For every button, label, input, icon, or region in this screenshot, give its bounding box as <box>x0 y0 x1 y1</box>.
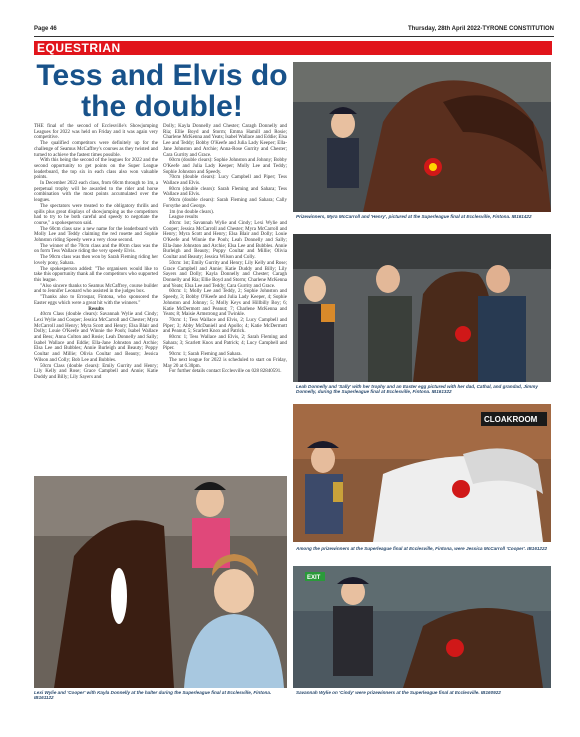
paragraph: In December 2022 each class, from 60cm through to 1m, a perpetual trophy will be awarded to the rider and horse combination with the most points accumulated over the leagues. <box>34 181 158 204</box>
results-heading: Results <box>88 306 104 312</box>
paragraph: "Also sincere thanks to Seamus McCaffrey, course builder and to Jennifer Leonard who assisted in the judges box. <box>34 283 158 295</box>
paragraph: The next league for 2022 is scheduled to start on Friday, May 20 at 6.30pm. <box>163 357 287 369</box>
headline: Tess and Elvis do the double! <box>36 59 288 123</box>
paragraph: 40cm: 1st; Savannah Wylie and Cindy; Lexi Wylie and Cooper; Jessica McCarroll and Chester; Myra McCarroll and Henry; Myra Scott and Henry; Elsa Blair and Dolly; Louie O'Keefe and Winnie the Pooh; Leah Donnelly and Sally; Ella-Jane Johnston and Archie; Elsa Lee and Bubbles. Annie Burleigh and Beauty; Poppy Coultar and Millie; Olivia Coultar and Beauty; Jessica Wilson and Colly. <box>163 220 287 261</box>
photo-myra-henry <box>293 62 551 212</box>
date-line: Thursday, 28th April 2022-TYRONE CONSTITUTION <box>407 26 554 32</box>
page-number: Page 46 <box>34 26 57 32</box>
paragraph: 50cm Class (double clears): Emily Gurrity and Henry; Lily Kelly and Rose; Grace Campbell and Annie; Katie Duddy and Billy; Lily Sayers and <box>34 363 158 380</box>
photo-leah-sally <box>293 234 551 382</box>
header-rule <box>34 36 554 37</box>
paragraph: THE final of the second of Ecclesville's Showjumping Leagues for 2022 was held on Friday and it was again very competitive. <box>34 124 158 141</box>
caption-middle-right: Leah Donnelly and 'Sally' with her trophy and an Easter egg pictured with her dad, Cathal, and grandad, Jimmy Donnelly, during the Superleague final at Ecclesville, Fintona. IB161322 <box>296 384 538 395</box>
section-label: EQUESTRIAN <box>34 41 552 55</box>
photo-jessica-cooper <box>293 404 551 542</box>
article-column-2 <box>163 124 287 479</box>
paragraph: The 60cm class saw a new name for the leaderboard with Molly Lee and Teddy claiming the red rosette and Sophie Johnston riding Speedy were a very close second. <box>34 226 158 244</box>
paragraph: Dolly; Kayla Donnelly and Chester; Caragh Donnelly and Ria; Ellie Boyd and Storm; Emma Hamill and Rosie; Charlene McKenna and Yeats; Isabel Wallace and Eddie; Elsa Lee and Teddy; Bobby O'Keefe and Julia Lady Keeper; Ella-Jane Johnston and Archie; Anna-Rose Gurrity and Chester; Cara Gurrity and Grace. <box>163 124 287 158</box>
paragraph: The spectators were treated to the obligatory thrills and spills plus great displays of showjumping as the competitors had to try to be both careful and speedy to negotiate the course," a spokesperson said. <box>34 203 158 226</box>
paragraph: 60cm: 1; Molly Lee and Teddy, 2; Sophie Johnston and Speedy, 3; Bobby O'Keefe and Julia Lady Keeper, 4; Sophie Johnston and Johnny; 5; Molly Keys and Hillbilly Boy; 6; Katie McDermott and Peanut; 7; Charlene McKenna and Yeats; 8; Maisie Armstrong and Twinkle. <box>163 289 287 318</box>
caption-bottom-right: Savannah Wylie on 'Cindy' were prizewinners at the Superleague final at Ecclesville. IB160922 <box>296 690 501 695</box>
paragraph: The qualified competitors were definitely up for the challenge of Seamus McCaffrey's courses as they twisted and turned to achieve the fastest times possible. <box>34 141 158 158</box>
caption-right-third: Among the prizewinners at the Superleague final at Ecclesville, Fintona, were Jessica McCarroll 'Cooper'. IB161222 <box>296 546 548 551</box>
paragraph: 80cm (double clears): Sarah Fleming and Sahara; Tess Wallace and Elvis. <box>163 186 287 198</box>
paragraph: 40cm Class (double clears): Savannah Wylie and Cindy; Lexi Wylie and Cooper; Jessica McCarroll and Chester; Myra McCarroll and Henry; Myra Scott and Henry; Elsa Blair and Dolly; Louie O'Keefe and Winnie the Pooh; Isabel Wallace and Bess; Anna Colton and Rosie; Leah Donnelly and Sally; Isabel Wallace and Eddie; Ella-Jane Johnston and Archie; Elsa Lee and Bubbles; Annie Burleigh and Beauty; Poppy Coultar and Millie; Olivia Coultar and Beauty; Jessica Wilson and Colly; Bob Lee and Bubbles. <box>34 312 158 363</box>
page-header <box>34 26 554 36</box>
caption-bottom-left: Lexi Wylie and 'Cooper' with Kayla Donnelly at the halter during the Superleague final at Ecclesville, Fintona. IB161122 <box>34 690 272 701</box>
paragraph: 60cm (double clears): Sophie Johnston and Johnny; Bobby O'Keefe and Julia Lady Keeper; Molly Lee and Teddy; Sophie Johnston and Speedy. <box>163 158 287 175</box>
caption-top-right: Prizewinners, Myra McCarroll and 'Henry', pictured at the Superleague final at Ecclesville, Fintona. IB161422 <box>296 214 532 219</box>
article-column-1 <box>34 124 158 479</box>
paragraph: 90cm (double clears): Sarah Fleming and Sahara; Cally Forsythe and George. <box>163 198 287 209</box>
cloakroom-sign: CLOAKROOM <box>484 415 538 424</box>
exit-sign: EXIT <box>307 575 321 581</box>
paragraph: For further details contact Ecclesville on 028 82840591. <box>169 369 282 375</box>
paragraph: "Thanks also to Errospar, Fintona, who sponsored the Easter eggs which were a great hit with the winners." <box>34 295 158 306</box>
paragraph: 70cm (double clears): Lucy Campbell and Piper; Tess Wallace and Elvis. <box>163 175 287 187</box>
paragraph: The winner of the 70cm class and the 80cm class was the on form Tess Wallace riding the very speedy Elvis. <box>34 243 158 255</box>
paragraph: 90cm: 1; Sarah Fleming and Sahara. <box>169 352 242 358</box>
photo-lexi-cooper <box>34 476 287 688</box>
paragraph: 50cm: 1st; Emily Gurrity and Henry; Lily Kelly and Rose; Grace Campbell and Annie; Katie Duddy and Billy; Lily Sayers and Dolly; Kayla Donnelly and Chester; Caragh Donnelly and Ria; Ellie Boyd and Storm; Charlene McKenna and Yeats; Elsa Lee and Teddy; Cara Gurrity and Grace. <box>163 260 287 289</box>
paragraph: 1m (no double clears). <box>169 209 214 215</box>
paragraph: League results <box>169 215 199 221</box>
paragraph: 80cm: 1; Tess Wallace and Elvis, 2; Sarah Fleming and Sahara; 3; Scarlett Knox and Patrick; 4; Lucy Campbell and Piper. <box>163 335 287 352</box>
paragraph: With this being the second of the leagues for 2022 and the second opportunity to get points on the Super League leaderboard, the top six in each class also won valuable points. <box>34 158 158 181</box>
paragraph: 70cm: 1; Tess Wallace and Elvis, 2; Lucy Campbell and Piper; 3; Abby McDaniell and Apollo; 4; Katie McDermott and Peanut; 5; Scarlett Knox and Patrick. <box>163 317 287 335</box>
paragraph: The 90cm class was then won by Sarah Fleming riding her lovely pony, Sahara. <box>34 255 158 266</box>
paragraph: The spokesperson added: "The organisers would like to take this opportunity thank all the competitors who supported this league. <box>34 266 158 283</box>
photo-savannah-cindy <box>293 566 551 688</box>
